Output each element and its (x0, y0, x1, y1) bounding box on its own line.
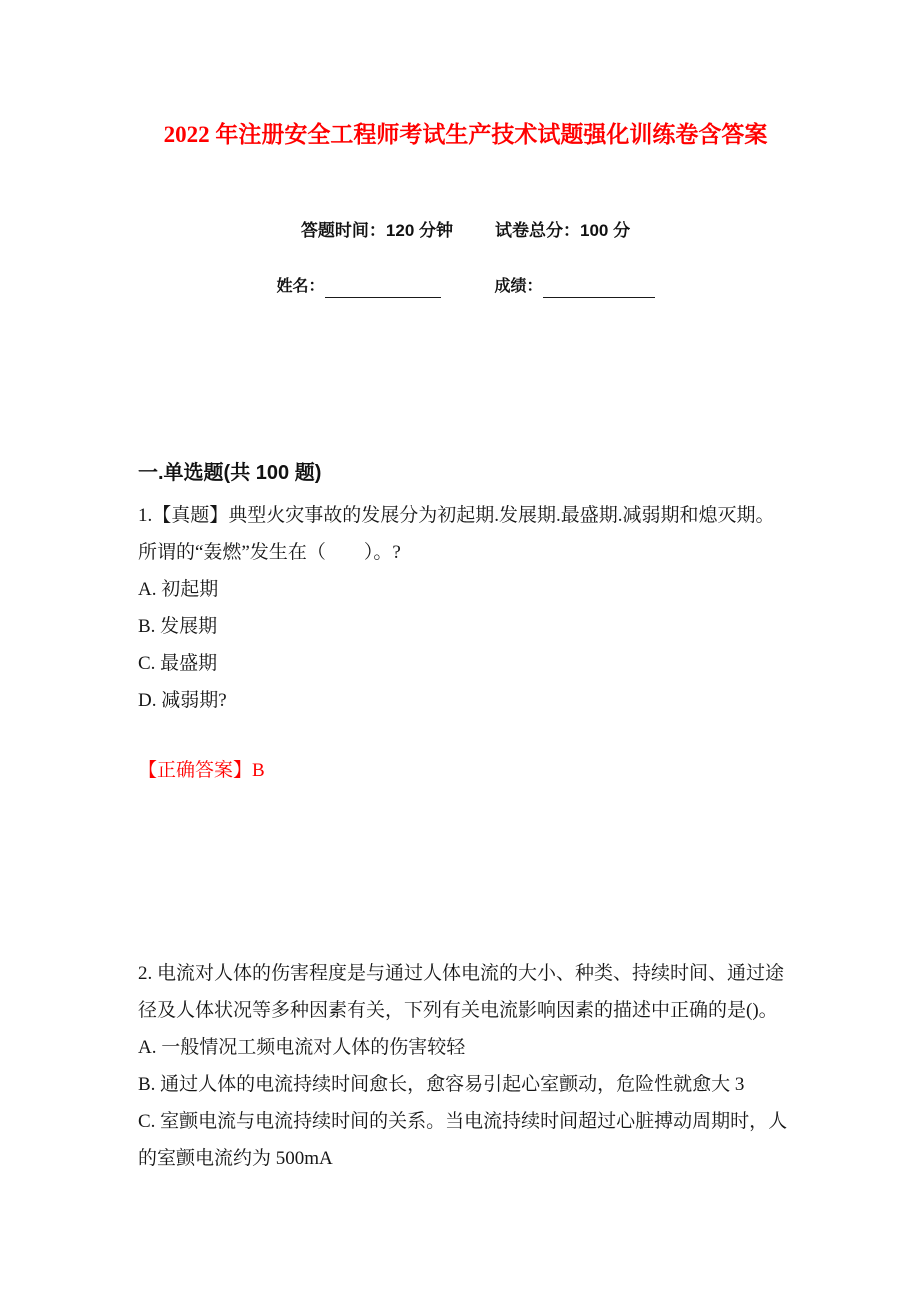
section-heading: 一.单选题(共 100 题) (138, 462, 322, 484)
question-1-answer-line (138, 752, 793, 789)
name-label: 姓名： (276, 278, 325, 295)
name-field-group (276, 274, 440, 300)
question-2-option-c: C. 室颤电流与电流持续时间的关系。当电流持续时间超过心脏搏动周期时，人的室颤电流约为 500mA (138, 1111, 788, 1169)
question-1-option-a: A. 初起期 (138, 579, 219, 600)
page-title: 2022 年注册安全工程师考试生产技术试题强化训练卷含答案 (163, 122, 768, 147)
answer-value: B (252, 760, 265, 781)
question-2-text: 2. 电流对人体的伤害程度是与通过人体电流的大小、种类、持续时间、通过途径及人体状况等多种因素有关，下列有关电流影响因素的描述中正确的是()。 (138, 963, 785, 1021)
question-1-option-b: B. 发展期 (138, 616, 218, 637)
question-1-option-c: C. 最盛期 (138, 653, 218, 674)
exam-info-row (138, 218, 793, 244)
question-2-option-a: A. 一般情况工频电流对人体的伤害较轻 (138, 1037, 466, 1058)
question-1-text: 1.【真题】典型火灾事故的发展分为初起期.发展期.最盛期.减弱期和熄灭期。所谓的“轰燃”发生在（ ）。? (138, 505, 775, 563)
name-blank-line (325, 280, 441, 298)
question-2 (138, 955, 793, 1177)
question-1-option-d: D. 减弱期? (138, 690, 227, 711)
score-label: 成绩： (494, 278, 543, 295)
score-blank-line (543, 280, 655, 298)
total-score-label: 试卷总分：100 分 (495, 221, 631, 240)
score-field-group (495, 274, 655, 300)
exam-duration-label: 答题时间：120 分钟 (300, 221, 453, 240)
question-2-option-b: B. 通过人体的电流持续时间愈长，愈容易引起心室颤动，危险性就愈大 3 (138, 1074, 745, 1095)
name-score-row (138, 274, 793, 300)
answer-label: 【正确答案】 (138, 760, 253, 781)
question-1 (138, 497, 793, 789)
